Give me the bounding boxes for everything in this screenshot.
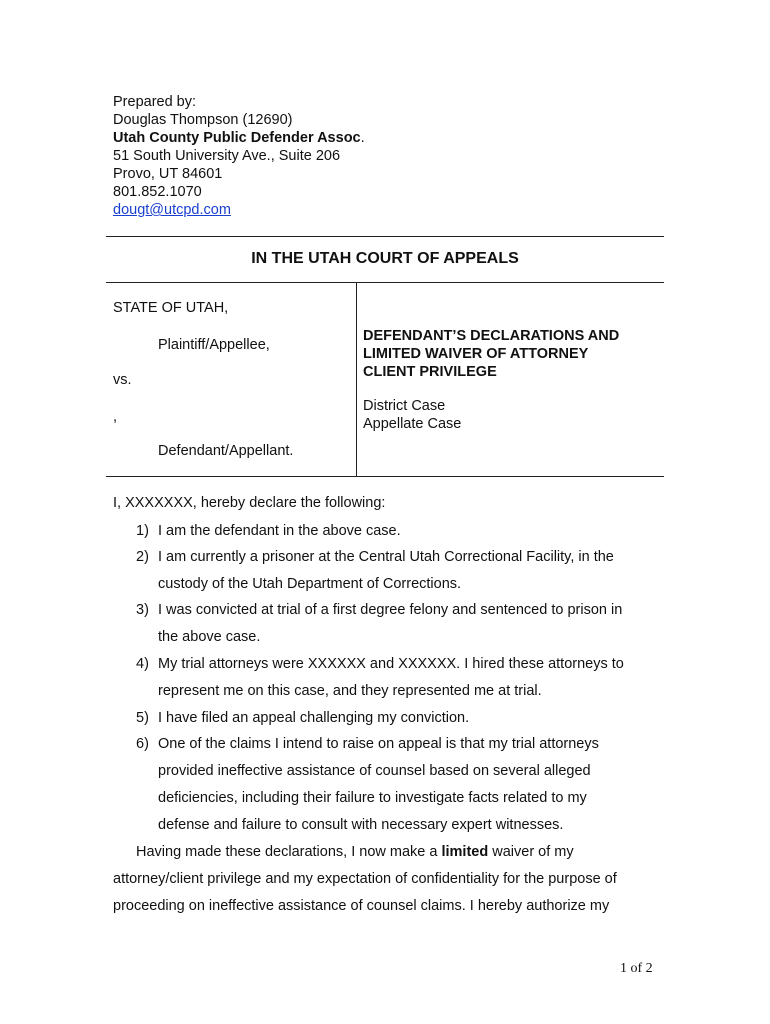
- declaration-line: deficiencies, including their failure to investigate facts related to my: [158, 790, 587, 806]
- waiver-emphasis: limited: [441, 844, 489, 860]
- preparer-block: [113, 93, 365, 219]
- declaration-line: One of the claims I intend to raise on appeal is that my trial attorneys: [158, 736, 599, 752]
- waiver-paragraph-line: attorney/client privilege and my expectation of confidentiality for the purpose of: [113, 871, 617, 887]
- appellate-case-label: Appellate Case: [363, 416, 462, 432]
- caption-bottom-divider: [106, 476, 664, 477]
- preparer-org-line: [113, 129, 365, 147]
- court-title: IN THE UTAH COURT OF APPEALS: [251, 250, 519, 267]
- declaration-number: 2): [136, 549, 149, 565]
- declaration-line: custody of the Utah Department of Corrections.: [158, 576, 462, 592]
- district-case-label: District Case: [363, 398, 446, 414]
- caption-top-divider: [106, 282, 664, 283]
- declaration-line: I am the defendant in the above case.: [158, 523, 401, 539]
- page-number: 1 of 2: [620, 961, 653, 976]
- preparer-phone: 801.852.1070: [113, 184, 202, 200]
- waiver-paragraph-line: proceeding on ineffective assistance of counsel claims. I hereby authorize my: [113, 898, 610, 914]
- plaintiff-name: STATE OF UTAH,: [113, 300, 229, 316]
- preparer-org-suffix: .: [360, 130, 365, 146]
- defendant-name: ,: [113, 409, 118, 425]
- declaration-number: 5): [136, 710, 149, 726]
- defendant-role: Defendant/Appellant.: [158, 443, 294, 459]
- top-divider: [106, 236, 664, 237]
- declaration-number: 3): [136, 602, 149, 618]
- declaration-line: defense and failure to consult with necessary expert witnesses.: [158, 817, 564, 833]
- preparer-address1: 51 South University Ave., Suite 206: [113, 148, 341, 164]
- document-title-line: CLIENT PRIVILEGE: [363, 364, 497, 380]
- document-title-line: DEFENDANT’S DECLARATIONS AND: [363, 328, 620, 344]
- document-title-line: LIMITED WAIVER OF ATTORNEY: [363, 346, 589, 362]
- waiver-text: Having made these declarations, I now make a: [136, 844, 442, 860]
- declaration-number: 6): [136, 736, 149, 752]
- versus-label: vs.: [113, 372, 132, 388]
- preparer-name: Douglas Thompson (12690): [113, 112, 293, 128]
- declaration-line: represent me on this case, and they represented me at trial.: [158, 683, 542, 699]
- preparer-org: Utah County Public Defender Assoc: [113, 130, 361, 146]
- declaration-line: provided ineffective assistance of counsel based on several alleged: [158, 763, 591, 779]
- preparer-email-link[interactable]: dougt@utcpd.com: [113, 202, 231, 218]
- waiver-paragraph-line: [136, 844, 574, 860]
- declaration-number: 4): [136, 656, 149, 672]
- preparer-address2: Provo, UT 84601: [113, 166, 223, 182]
- waiver-text: waiver of my: [488, 844, 574, 860]
- caption-vertical-divider: [356, 282, 357, 476]
- declaration-number: 1): [136, 523, 149, 539]
- declaration-line: I was convicted at trial of a first degree felony and sentenced to prison in: [158, 602, 623, 618]
- declaration-line: I am currently a prisoner at the Central Utah Correctional Facility, in the: [158, 549, 614, 565]
- declaration-line: My trial attorneys were XXXXXX and XXXXXX. I hired these attorneys to: [158, 656, 624, 672]
- prepared-by-label: Prepared by:: [113, 94, 197, 110]
- declaration-intro: I, XXXXXXX, hereby declare the following:: [113, 495, 386, 511]
- declaration-line: the above case.: [158, 629, 261, 645]
- document-title: [363, 327, 653, 381]
- plaintiff-role: Plaintiff/Appellee,: [158, 337, 270, 353]
- declaration-line: I have filed an appeal challenging my conviction.: [158, 710, 470, 726]
